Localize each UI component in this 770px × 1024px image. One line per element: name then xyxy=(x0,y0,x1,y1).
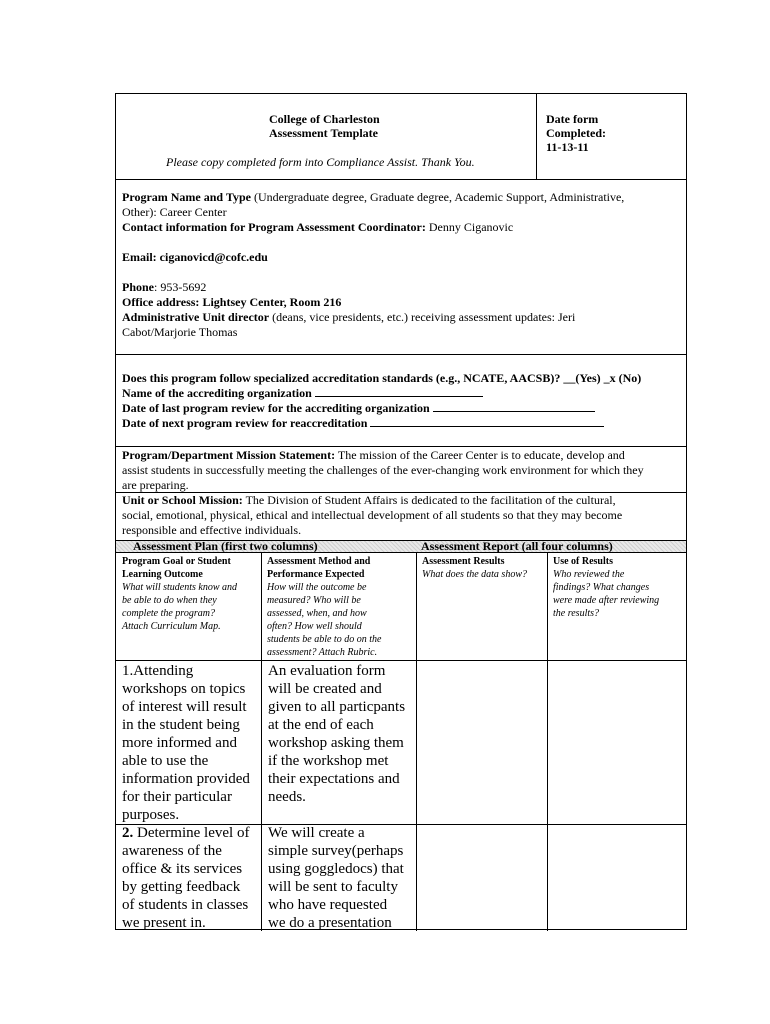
college-name: College of Charleston xyxy=(269,112,380,126)
date-label-1: Date form xyxy=(546,112,599,126)
next-review-blank xyxy=(370,416,604,427)
method-desc: How will the outcome be xyxy=(267,582,367,593)
director-value: (deans, vice presidents, etc.) receiving assessment updates: Jeri xyxy=(269,310,576,324)
section-divider xyxy=(116,354,686,355)
row-2-goal-number: 2. xyxy=(122,825,134,841)
row-1-method-line: if the workshop met xyxy=(268,753,389,769)
last-review-blank xyxy=(433,401,595,412)
section-divider xyxy=(116,446,686,447)
row-1-goal-line: 1.Attending xyxy=(122,663,194,679)
method-title-1: Assessment Method and xyxy=(267,556,371,567)
row-2-goal-line: office & its services xyxy=(122,861,243,877)
unit-mission-text-1: The Division of Student Affairs is dedicated to the facilitation of the cultural, xyxy=(242,493,616,507)
program-mission-line-2: assist students in successfully meeting the challenges of the ever-changing work environment for which they xyxy=(122,463,644,477)
date-label-2: Completed: xyxy=(546,126,606,140)
row-1-method xyxy=(268,662,414,806)
unit-mission-label: Unit or School Mission: xyxy=(122,493,243,507)
row-1-goal-line: of interest will result xyxy=(122,699,247,715)
row-2-goal-line: by getting feedback xyxy=(122,879,241,895)
column-header-goal xyxy=(122,555,258,633)
row-1-method-line: their expectations and xyxy=(268,771,400,787)
director-line xyxy=(122,310,575,325)
column-header-method xyxy=(267,555,413,659)
row-2-goal-line: we present in. xyxy=(122,915,206,931)
use-desc: Who reviewed the xyxy=(553,569,625,580)
office-line xyxy=(122,295,341,310)
row-2-method-line: we do a presentation xyxy=(268,915,392,931)
row-2-method-line: simple survey(perhaps xyxy=(268,843,404,859)
row-1-goal xyxy=(122,662,260,824)
goal-desc: Attach Curriculum Map. xyxy=(122,621,221,632)
date-value: 11-13-11 xyxy=(546,140,589,154)
unit-mission-line-1 xyxy=(122,493,616,508)
row-2-goal-line: awareness of the xyxy=(122,843,222,859)
row-2-goal-line: of students in classes xyxy=(122,897,249,913)
phone-line xyxy=(122,280,206,295)
phone-label: Phone xyxy=(122,280,155,294)
phone-value: : 953-5692 xyxy=(154,280,207,294)
last-review-label: Date of last program review for the accrediting organization xyxy=(122,401,430,415)
contact-line xyxy=(122,220,513,235)
goal-desc: complete the program? xyxy=(122,608,215,619)
program-name-label: Program Name and Type xyxy=(122,190,251,204)
unit-mission-line-2: social, emotional, physical, ethical and intellectual development of all students so that they may become xyxy=(122,508,623,522)
program-mission-text-1: The mission of the Career Center is to educate, develop and xyxy=(335,448,625,462)
row-1-method-line: An evaluation form xyxy=(268,663,386,679)
accrediting-org-blank xyxy=(315,386,483,397)
row-1-goal-line: workshops on topics xyxy=(122,681,246,697)
goal-desc: What will students know and xyxy=(122,582,237,593)
row-2-goal-first-line xyxy=(122,824,260,842)
row-2-method xyxy=(268,824,414,932)
program-name-line xyxy=(122,190,624,205)
row-1-goal-line: in the student being xyxy=(122,717,240,733)
assessment-report-header: Assessment Report (all four columns) xyxy=(421,539,613,553)
row-1-goal-line: able to use the xyxy=(122,753,209,769)
row-2-goal xyxy=(122,824,260,932)
accreditation-question: Does this program follow specialized accreditation standards (e.g., NCATE, AACSB)? __(Yes) _x (No) xyxy=(122,371,642,385)
row-2-goal-first: Determine level of xyxy=(133,825,250,841)
column-divider xyxy=(416,552,417,931)
row-2-method-line: who have requested xyxy=(268,897,388,913)
row-1-method-line: workshop asking them xyxy=(268,735,404,751)
results-desc: What does the data show? xyxy=(422,569,527,580)
office-value: Lightsey Center, Room 216 xyxy=(199,295,342,309)
program-mission-line-1 xyxy=(122,448,625,463)
section-divider xyxy=(116,179,686,180)
row-1-goal-line: information provided xyxy=(122,771,250,787)
program-mission-line-3: are preparing. xyxy=(122,478,189,492)
column-divider xyxy=(547,552,548,931)
last-review-line xyxy=(122,401,595,416)
row-1-method-line: needs. xyxy=(268,789,306,805)
row-1-method-line: at the end of each xyxy=(268,717,374,733)
row-1-method-line: given to all particpants xyxy=(268,699,406,715)
method-desc: often? How well should xyxy=(267,621,362,632)
method-desc: assessed, when, and how xyxy=(267,608,367,619)
template-title: Assessment Template xyxy=(269,126,379,140)
method-desc: measured? Who will be xyxy=(267,595,361,606)
accrediting-org-label: Name of the accrediting organization xyxy=(122,386,312,400)
use-desc: were made after reviewing xyxy=(553,595,660,606)
results-title: Assessment Results xyxy=(422,556,505,567)
method-desc: students be able to do on the xyxy=(267,634,382,645)
column-divider xyxy=(261,552,262,931)
use-desc: findings? What changes xyxy=(553,582,650,593)
column-header-use xyxy=(553,555,685,620)
row-1-method-line: will be created and xyxy=(268,681,382,697)
office-label: Office address: xyxy=(122,295,200,309)
instruction-text: Please copy completed form into Compliance Assist. Thank You. xyxy=(166,155,475,169)
column-header-results xyxy=(422,555,546,581)
program-name-options: (Undergraduate degree, Graduate degree, Academic Support, Administrative, xyxy=(251,190,625,204)
program-name-value: Other): Career Center xyxy=(122,205,227,219)
email-label: Email: xyxy=(122,250,157,264)
accrediting-org-line xyxy=(122,386,483,401)
row-1-goal-line: more informed and xyxy=(122,735,237,751)
header-divider xyxy=(536,94,537,179)
row-2-method-line: using goggledocs) that xyxy=(268,861,404,877)
next-review-label: Date of next program review for reaccreditation xyxy=(122,416,368,430)
goal-title-2: Learning Outcome xyxy=(122,569,203,580)
contact-label: Contact information for Program Assessment Coordinator: xyxy=(122,220,426,234)
use-desc: the results? xyxy=(553,608,600,619)
use-title: Use of Results xyxy=(553,556,613,567)
director-label: Administrative Unit director xyxy=(122,310,270,324)
assessment-template-form xyxy=(115,93,687,930)
assessment-plan-header: Assessment Plan (first two columns) xyxy=(133,539,318,553)
director-names: Cabot/Marjorie Thomas xyxy=(122,325,238,339)
row-2-method-line: We will create a xyxy=(268,825,365,841)
unit-mission-line-3: responsible and effective individuals. xyxy=(122,523,302,537)
email-value: ciganovicd@cofc.edu xyxy=(156,250,268,264)
contact-value: Denny Ciganovic xyxy=(425,220,514,234)
method-desc: assessment? Attach Rubric. xyxy=(267,647,378,658)
next-review-line xyxy=(122,416,604,431)
goal-title-1: Program Goal or Student xyxy=(122,556,231,567)
method-title-2: Performance Expected xyxy=(267,569,365,580)
email-line xyxy=(122,250,268,265)
row-divider xyxy=(116,660,686,661)
row-1-goal-line: for their particular xyxy=(122,789,232,805)
row-1-goal-line: purposes. xyxy=(122,807,180,823)
program-mission-label: Program/Department Mission Statement: xyxy=(122,448,336,462)
goal-desc: be able to do when they xyxy=(122,595,217,606)
row-2-method-line: will be sent to faculty xyxy=(268,879,398,895)
